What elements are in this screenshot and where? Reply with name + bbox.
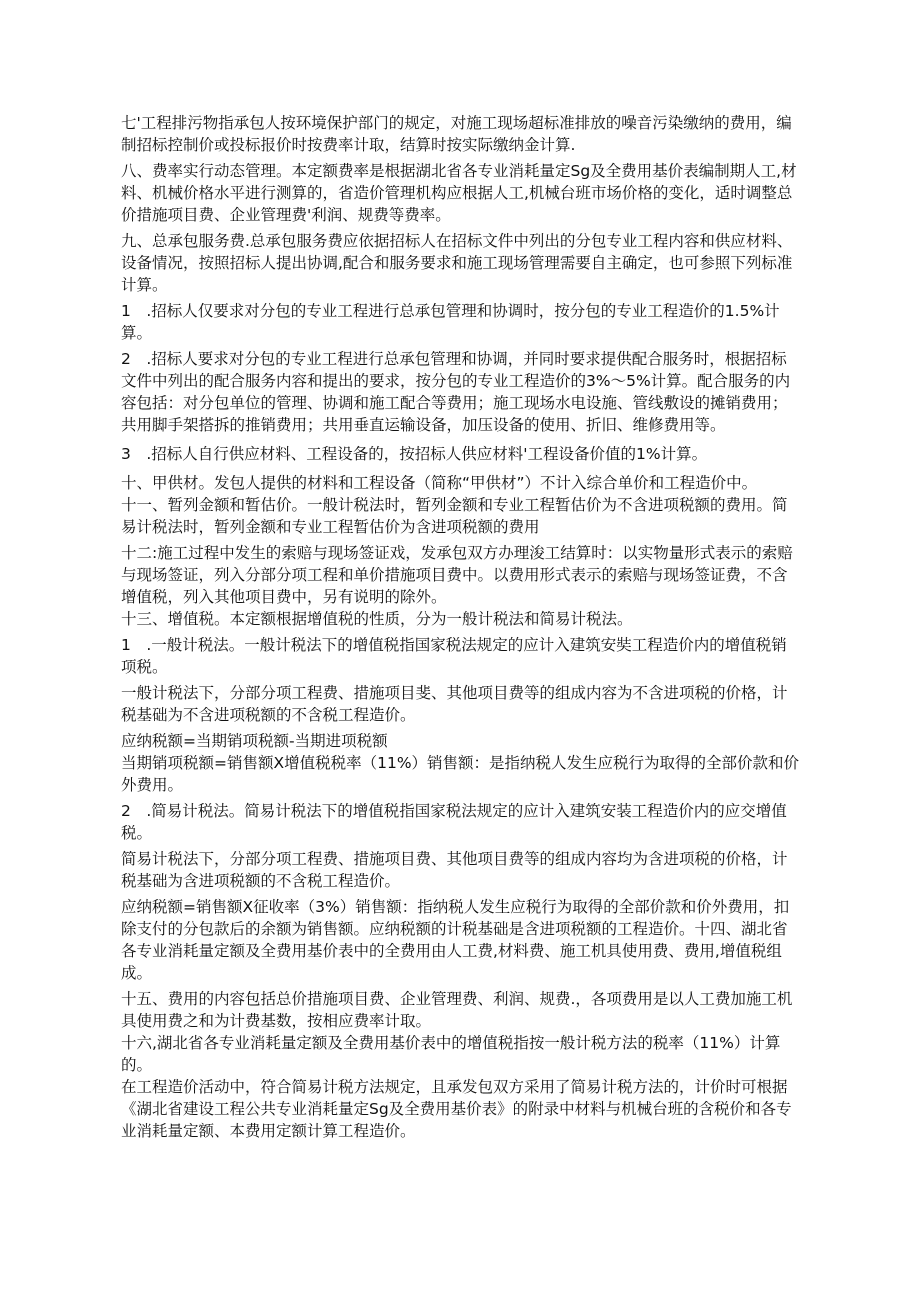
paragraph-10-owner-supplied-materials: 十、甲供材。发包人提供的材料和工程设备（简称“甲供材”）不计入综合单价和工程造价中。 (121, 474, 758, 492)
paragraph-9-contractor-service-fee: 九、总承包服务费.总承包服务费应依据招标人在招标文件中列出的分包专业工程内容和供应材料、设备情况，按照招标人提出协调,配合和服务要求和施工现场管理需要自主确定，也可参照下列标准计算。 (121, 232, 793, 294)
list-item-9-1: 1 .招标人仅要求对分包的专业工程进行总承包管理和协调时，按分包的专业工程造价的1.5%计算。 (121, 302, 780, 342)
list-item-13-1: 1 .一般计税法。一般计税法下的增值税指国家税法规定的应计入建筑安奘工程造价内的增值税销项税。 (121, 636, 787, 676)
paragraph-simple-method-basis: 简易计税法下，分部分项工程费、措施项目费、其他项目费等的组成内容均为含进项税的价格，计税基础为含进项税额的不含税工程造价。 (121, 850, 788, 890)
formula-output-tax: 当期销项税额=销售额X增值税税率（11%）销售额：是指纳税人发生应税行为取得的全部价款和价外费用。 (121, 754, 800, 794)
paragraph-13-vat: 十三、增值税。本定额根据增值税的性质，分为一般计税法和简易计税法。 (121, 610, 633, 628)
paragraph-16-vat-rate: 十六,湖北省各专业消耗量定额及全费用基价表中的增值税指按一般计税方法的税率（11%）计算的。 (121, 1034, 781, 1074)
paragraph-7-pollution-fee: 七'工程排污物指承包人按环境保护部门的规定，对施工现场超标准排放的噪音污染缴纳的费用，编制招标控制价或投标报价时按费率计取，结算时按实际缴纳金计算. (121, 114, 792, 154)
document-body (121, 112, 801, 1142)
paragraph-simple-method-pricing: 在工程造价活动中，符合简易计税方法规定，且承发包双方采用了简易计税方法的，计价时可根据《湖北省建设工程公共专业消耗量定Sg及全费用基价表》的附录中材料与机械台班的含税价和各专业消耗量定额、本费用定额计算工程造价。 (121, 1078, 792, 1140)
paragraph-general-method-basis: 一般计税法下，分部分项工程费、措施项目斐、其他项目费等的组成内容为不含进项税的价格，计税基础为不含进项税额的不含税工程造价。 (121, 684, 788, 724)
paragraph-15-fee-contents: 十五、费用的内容包括总价措施项目费、企业管理费、利润、规费.，各项费用是以人工费加施工机具使用费之和为计费基数，按相应费率计取。 (121, 990, 793, 1030)
formula-tax-payable-simple: 应纳税额=销售额X征收率（3%）销售额：指纳税人发生应税行为取得的全部价款和价外费用，扣除支付的分包款后的余额为销售额。应纳税额的计税基础是含进项税额的工程造价。十四、湖北省各专业消耗量定额及全费用基价表中的全费用由人工费,材料费、施工机具使用费、费用,增值税组成。 (121, 898, 790, 982)
formula-tax-payable-general: 应纳税额=当期销项税额-当期进项税额 (121, 732, 388, 750)
list-item-9-3: 3 .招标人自行供应材料、工程设备的，按招标人供应材料'工程设备价值的1%计算。 (121, 445, 708, 463)
list-item-9-2: 2 .招标人要求对分包的专业工程进行总承包管理和协调，并同时要求提供配合服务时，根据招标文件中列出的配合服务内容和提出的要求，按分包的专业工程造价的3%～5%计算。配合服务的内容包括：对分包单位的管理、协调和施工配合等费用；施工现场水电设施、管线敷设的摊销费用；共用脚手架搭拆的推销费用；共用垂直运输设备，加压设备的使用、折旧、维修费用等。 (121, 350, 791, 434)
paragraph-12-claims-and-visas: 十二:施工过程中发生的索赔与现场签证戏，发承包双方办理浚工结算时：以实物量形式表示的索赔与现场签证，列入分部分项工程和单价措施项目费中。以费用形式表示的索赔与现场签证费，不含增值税，列入其他项目费中，另有说明的除外。 (121, 544, 793, 606)
list-item-13-2: 2 .简易计税法。简易计税法下的增值税指国家税法规定的应计入建筑安装工程造价内的应交增值税。 (121, 802, 787, 842)
paragraph-11-provisional-sums: 十一、暂列金额和暂估价。一般计税法时，暂列金额和专业工程暂估价为不含进项税额的费用。简易计税法时，暂列金额和专业工程暂估价为含进项税额的费用 (121, 496, 788, 536)
paragraph-8-dynamic-rate: 八、费率实行动态管理。本定额费率是根据湖北省各专业消耗量定Sg及全费用基价表编制期人工,材料、机械价格水平进行测算的，省造价管理机构应根据人工,机械台班市场价格的变化，适时调整总价措施项目费、企业管理费'利润、规费等费率。 (121, 162, 797, 224)
